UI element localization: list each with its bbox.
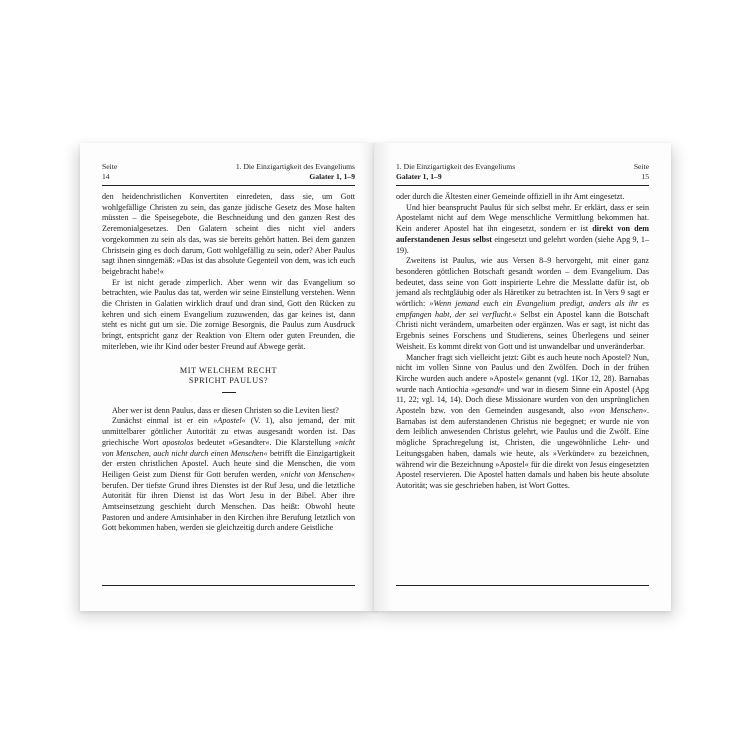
section-divider xyxy=(222,392,236,393)
emphasis: apostolos xyxy=(162,437,194,447)
paragraph: Aber wer ist denn Paulus, dass er diesen Christen so die Leviten liest? xyxy=(112,405,339,415)
emphasis: »Wenn jemand euch ein Evangelium predigt, anders als ihr es empfangen habt, der sei verflucht.« xyxy=(396,299,649,319)
page-number-block xyxy=(634,162,649,181)
passage-reference: Galater 1, 1–9 xyxy=(396,171,442,181)
section-heading-line: MIT WELCHEM RECHT xyxy=(179,365,278,375)
emphasis: »gesandt« xyxy=(471,384,505,394)
page-number: 14 xyxy=(102,171,110,181)
text-run: bedeutet »Gesandter«. Die Klarstellung xyxy=(193,437,335,447)
right-page xyxy=(374,143,671,611)
text-run: Und hier beansprucht Paulus für sich selbst mehr. Er erklärt, dass er sein Apostelamt nicht auf dem Wege menschliche Vermittlung bekommen hat. Kein anderer Apostel hat ihn eingesetzt, sondern er ist xyxy=(396,202,649,234)
gutter-shadow xyxy=(374,143,392,611)
paragraph xyxy=(396,203,649,257)
chapter-block xyxy=(236,162,355,181)
text-run: Selbst ein Apostel kann die Botschaft Christi nicht verändern, umarbeiten oder ergänzen. Was er sagt, ist nicht das Ergebnis seines Forschens und Studierens, seines Überlegens und seiner Weisheit. Es kommt direkt von Gott und ist unwandelbar und unveränderbar. xyxy=(396,309,649,351)
chapter-title: 1. Die Einzigartigkeit des Evangeliums xyxy=(235,162,355,171)
left-page xyxy=(80,143,377,611)
body-text xyxy=(396,192,649,492)
text-run: eingesetzt und gelehrt worden (siehe Apg 9, 1–19). xyxy=(396,234,649,255)
emphasis: »Apostel« xyxy=(213,416,246,426)
paragraph xyxy=(396,353,649,492)
text-run: Zunächst einmal ist er ein xyxy=(112,416,214,426)
running-header xyxy=(102,162,355,186)
section-heading-line: SPRICHT PAULUS? xyxy=(188,376,269,386)
running-header xyxy=(396,162,649,186)
bold-emphasis: direkt von dem auferstandenen Jesus selbst xyxy=(396,224,649,244)
emphasis: »von Menschen« xyxy=(589,406,647,416)
text-run: Mancher fragt sich vielleicht jetzt: Gibt es auch heute noch Apostel? Nun, nicht im vollen Sinne von Paulus und den Zwölfen. Doch in der frühen Kirche wurden auch andere »Apostel« genannt (vgl. 1Kor 12, 28). Barnabas wurde nach Antiochia xyxy=(396,352,649,394)
text-run: betrifft die Einzigartigkeit der ersten christlichen Apostel. Auch heute sind die Menschen, die vom Heiligen Geist zum Dienst für Gott berufen werden, xyxy=(102,448,355,479)
page-number: 15 xyxy=(641,171,649,181)
footer-rule xyxy=(102,585,355,586)
paragraph: den heidenchristlichen Konvertiten einredeten, dass sie, um Gott wohlgefällige Christen zu sein, das ganze jüdische Gesetz des Mose halten müssten – die Speisegebote, die Beschneidung und den ganzen Rest des Zeremonialgesetzes. Den Galatern scheint dies nicht viel anders vorgekommen zu sein als das, was sie bereits gehört hatten. Bei dem ganzen Christsein ging es doch darum, Gott wohlgefällig zu sein, oder? Aber Paulus sagt ihnen sinngemäß: »Das ist das absolute Gegenteil von dem, was ich euch beigebracht habe!« xyxy=(102,192,355,276)
text-run: (V. 1), also jemand, der mit unmittelbarer göttlicher Autorität zu etwas ausgesandt worden ist. Das griechische Wort xyxy=(102,416,355,447)
page-number-block xyxy=(102,162,117,181)
text-run: . Barnabas ist dem auferstandenen Christus nie begegnet; er wurde nie von dem leiblich anwesenden Christus gelehrt, wie Paulus und die Zwölf. Eine mögliche Sprachregelung ist, Christen, die ungewöhnliche Lehr- und Leitungsgaben haben, damals wie heute, als »Verkünder« zu bezeichnen, während wir die Bezeichnung »Apostel« für die direkt von Jesus eingesetzten Apostel reservieren. Die Apostel hatten damals und haben bis heute absolute Autorität; was sie geschrieben haben, ist Wort Gottes. xyxy=(396,406,649,490)
text-run: und war in diesem Sinne ein Apostel (Apg 11, 22; vgl. 14, 14). Doch diese Missionare wurden von den ursprünglichen Aposteln bzw. von den Gemeinden ausgesandt, also xyxy=(396,384,650,416)
paragraph xyxy=(396,256,649,352)
emphasis: »nicht von Menschen« xyxy=(280,469,356,479)
emphasis: »nicht von Menschen, auch nicht durch einen Menschen« xyxy=(102,437,355,458)
footer-rule xyxy=(396,585,649,586)
chapter-title: 1. Die Einzigartigkeit des Evangeliums xyxy=(396,162,516,171)
passage-reference: Galater 1, 1–9 xyxy=(309,171,355,181)
text-run: Zweitens ist Paulus, wie aus Versen 8–9 hervorgeht, mit einer ganz besonderen göttlichen Botschaft gesandt worden – dem Evangelium. Das bedeutet, dass seine von Gott inspirierte Lehre die Messlatte dafür ist, ob jemand als rechtgläubig oder als Häretiker zu betrachten ist. In Vers 9 sagt er wörtlich: xyxy=(396,256,649,309)
paragraph: oder durch die Ältesten einer Gemeinde offiziell in ihr Amt eingesetzt. xyxy=(396,192,625,201)
body-text xyxy=(102,192,355,534)
header-rule xyxy=(102,185,355,186)
paragraph xyxy=(102,416,355,534)
page-label: Seite xyxy=(633,162,649,171)
header-rule xyxy=(396,185,649,186)
page-label: Seite xyxy=(102,162,118,171)
section-heading xyxy=(102,366,355,387)
paragraph: Er ist nicht gerade zimperlich. Aber wenn wir das Evangelium so betrachten, wie Paulus das tat, werden wir seine Einstellung verstehen. Wenn die Christen in Galatien wirklich drauf und dran sind, Gott den Rücken zu kehren und sich einem Evangelium zuzuwenden, das gar keines ist, dann steht es nicht gut um sie. Die zornige Besorgnis, die Paulus zum Ausdruck bringt, entspricht ganz der Reaktion von Eltern oder guten Freunden, die miterleben, wie ihr Kind oder bester Freund auf Abwege gerät. xyxy=(102,277,355,351)
text-run: berufen. Der tiefste Grund ihres Dienstes ist der Ruf Jesu, und die letztliche Autorität für ihren Dienst ist das Wort Jesu in der Bibel. Aber ihre Amtseinsetzung geschieht durch Menschen. Das heißt: Obwohl heute Pastoren und andere Amtsinhaber in den Kirchen ihre Berufung letztlich von Gott bekommen haben, werden sie gleichzeitig durch andere Geistliche xyxy=(102,480,355,533)
chapter-block xyxy=(396,162,515,181)
